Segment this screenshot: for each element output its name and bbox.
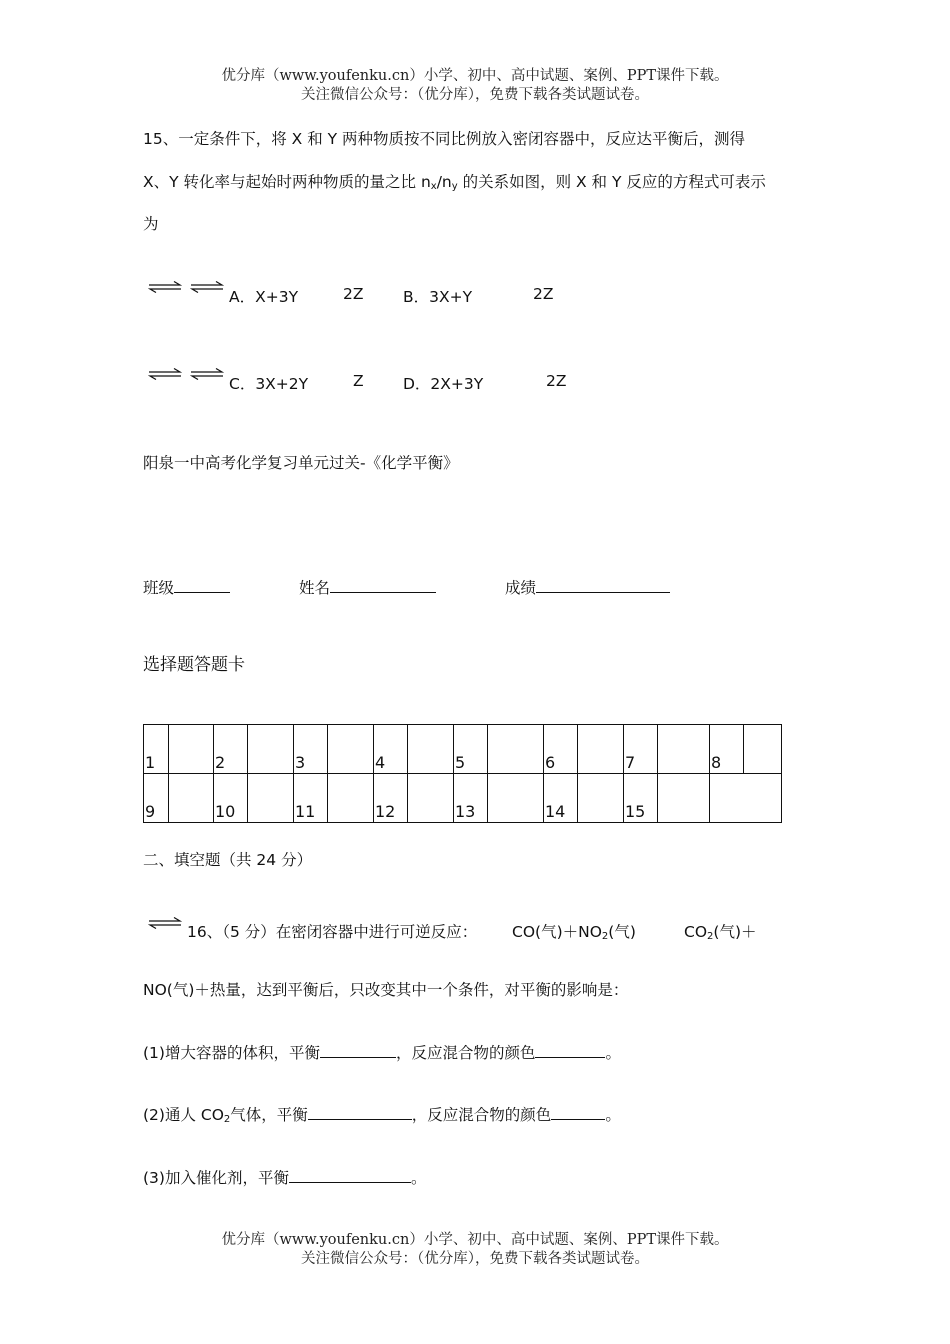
answer-card-table <box>143 724 782 823</box>
q15-sub-x: x <box>430 181 437 192</box>
answer-card-row-2 <box>144 774 782 823</box>
q16-reactants-post: (气) <box>608 923 636 941</box>
empty-cell <box>710 774 782 823</box>
score-field <box>505 576 670 598</box>
q16-reactants <box>512 920 636 942</box>
q16-item-3-text-a: (3)加入催化剂，平衡 <box>143 1169 289 1187</box>
question-number-cell: 14 <box>544 774 578 823</box>
answer-cell[interactable] <box>169 774 214 823</box>
question-number-cell: 9 <box>144 774 169 823</box>
question-number-cell: 4 <box>374 725 408 774</box>
q16-item-1-text-c: 。 <box>605 1044 621 1062</box>
question-number-cell: 6 <box>544 725 578 774</box>
class-blank[interactable] <box>174 578 230 593</box>
option-d-label: D．2X+3Y <box>403 375 484 393</box>
answer-card-title: 选择题答题卡 <box>143 655 245 675</box>
answer-cell[interactable] <box>248 725 294 774</box>
q16-item-3-blank[interactable] <box>289 1168 411 1183</box>
score-blank[interactable] <box>536 578 670 593</box>
answer-cell[interactable] <box>578 725 624 774</box>
q16-item-2-text-a: (2)通人 CO <box>143 1106 224 1124</box>
question-number-cell: 5 <box>454 725 488 774</box>
q16-item-3 <box>143 1166 426 1188</box>
option-d-product: 2Z <box>546 372 567 390</box>
q16-intro: 16、（5 分）在密闭容器中进行可逆反应： <box>187 923 478 941</box>
answer-cell[interactable] <box>248 774 294 823</box>
q16-reactants-sub: 2 <box>601 931 609 942</box>
answer-cell[interactable] <box>169 725 214 774</box>
equilibrium-arrow-icon <box>148 364 182 382</box>
question-number-cell: 7 <box>624 725 658 774</box>
answer-cell[interactable] <box>408 725 454 774</box>
q16-item-2-sub: 2 <box>223 1114 231 1125</box>
q16-line-2: NO(气)＋热量，达到平衡后，只改变其中一个条件，对平衡的影响是： <box>143 981 629 999</box>
answer-cell[interactable] <box>578 774 624 823</box>
document-title: 阳泉一中高考化学复习单元过关-《化学平衡》 <box>143 454 459 472</box>
page-footer-line-1: 优分库（www.youfenku.cn）小学、初中、高中试题、案例、PPT课件下载。 <box>221 1232 729 1248</box>
name-label: 姓名 <box>299 579 331 597</box>
q15-line-3: 为 <box>143 215 159 233</box>
answer-cell[interactable] <box>488 725 544 774</box>
page-footer-line-2: 关注微信公众号：（优分库），免费下载各类试题试卷。 <box>301 1251 649 1267</box>
answer-cell[interactable] <box>488 774 544 823</box>
question-number-cell: 1 <box>144 725 169 774</box>
question-number-cell: 3 <box>294 725 328 774</box>
q16-products-pre: CO <box>684 923 708 941</box>
answer-cell[interactable] <box>658 725 710 774</box>
q16-item-2-blank-2[interactable] <box>551 1105 605 1120</box>
q15-line-1: 15、一定条件下，将 X 和 Y 两种物质按不同比例放入密闭容器中，反应达平衡后，测得 <box>143 130 746 148</box>
q16-products-post: (气)＋ <box>713 923 757 941</box>
page-header-line-2: 关注微信公众号：（优分库），免费下载各类试题试卷。 <box>301 87 649 103</box>
q16-item-2-blank-1[interactable] <box>308 1105 412 1120</box>
option-a-label: A．X+3Y <box>229 288 299 306</box>
name-field <box>299 576 436 598</box>
option-b-label: B．3X+Y <box>403 288 473 306</box>
class-field <box>143 576 230 598</box>
q16-item-1-blank-2[interactable] <box>535 1043 605 1058</box>
option-a-product: 2Z <box>343 285 364 303</box>
question-number-cell: 15 <box>624 774 658 823</box>
answer-cell[interactable] <box>408 774 454 823</box>
q15-sub-y: y <box>451 181 458 192</box>
q16-products <box>684 920 757 942</box>
score-label: 成绩 <box>505 579 537 597</box>
answer-cell[interactable] <box>658 774 710 823</box>
q16-reactants-pre: CO(气)＋NO <box>512 923 602 941</box>
answer-cell[interactable] <box>328 774 374 823</box>
question-number-cell: 8 <box>710 725 744 774</box>
q15-line-2-post: 的关系如图，则 X 和 Y 反应的方程式可表示 <box>457 173 766 191</box>
q15-line-2-pre: X、Y 转化率与起始时两种物质的量之比 n <box>143 173 431 191</box>
answer-card-row-1 <box>144 725 782 774</box>
q16-item-1-text-b: ，反应混合物的颜色 <box>395 1044 536 1062</box>
question-number-cell: 13 <box>454 774 488 823</box>
class-label: 班级 <box>143 579 175 597</box>
q16-item-2-text-c: ，反应混合物的颜色 <box>411 1106 552 1124</box>
question-number-cell: 11 <box>294 774 328 823</box>
equilibrium-arrow-icon <box>190 364 224 382</box>
question-number-cell: 2 <box>214 725 248 774</box>
answer-cell[interactable] <box>328 725 374 774</box>
q16-item-1-blank-1[interactable] <box>320 1043 396 1058</box>
q16-products-sub: 2 <box>707 931 714 942</box>
name-blank[interactable] <box>330 578 436 593</box>
equilibrium-arrow-icon <box>148 913 182 931</box>
equilibrium-arrow-icon <box>190 277 224 295</box>
equilibrium-arrow-icon <box>148 277 182 295</box>
option-c-product: Z <box>353 372 364 390</box>
section-2-heading: 二、填空题（共 24 分） <box>143 851 313 869</box>
q16-item-2-text-b: 气体，平衡 <box>230 1106 308 1124</box>
question-number-cell: 10 <box>214 774 248 823</box>
option-c-label: C．3X+2Y <box>229 375 309 393</box>
q16-item-2-text-d: 。 <box>605 1106 621 1124</box>
q16-item-3-text-b: 。 <box>410 1169 427 1187</box>
answer-cell[interactable] <box>744 725 782 774</box>
q16-item-1-text-a: (1)增大容器的体积，平衡 <box>143 1044 320 1062</box>
q15-line-2 <box>143 170 766 192</box>
option-b-product: 2Z <box>533 285 554 303</box>
question-number-cell: 12 <box>374 774 408 823</box>
q16-item-2 <box>143 1103 621 1125</box>
page-header-line-1: 优分库（www.youfenku.cn）小学、初中、高中试题、案例、PPT课件下载。 <box>221 68 729 84</box>
q16-item-1 <box>143 1041 621 1063</box>
q15-line-2-mid: /n <box>436 173 452 191</box>
